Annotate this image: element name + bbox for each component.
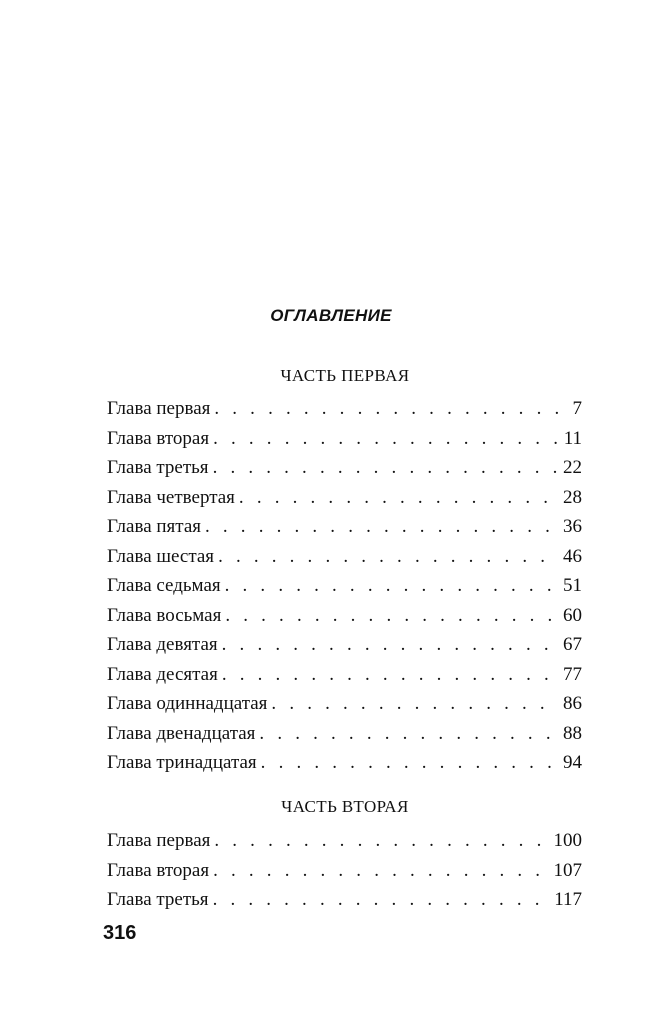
entry-page: 51 bbox=[563, 575, 582, 596]
entry-title: Глава четвертая bbox=[107, 486, 235, 508]
dot-leader bbox=[222, 630, 559, 660]
dot-leader bbox=[213, 885, 551, 915]
dot-leader bbox=[213, 453, 559, 483]
toc-entry bbox=[107, 424, 582, 454]
dot-leader bbox=[259, 719, 559, 749]
part-one-heading: ЧАСТЬ ПЕРВАЯ bbox=[280, 366, 410, 385]
entry-title: Глава вторая bbox=[107, 427, 210, 449]
entry-title: Глава двенадцатая bbox=[107, 722, 256, 744]
toc-entry bbox=[107, 689, 582, 719]
entry-page: 88 bbox=[563, 722, 582, 744]
toc-entry bbox=[107, 748, 582, 778]
entry-title: Глава шестая bbox=[107, 545, 215, 567]
entry-page: 11 bbox=[563, 427, 582, 449]
entry-page: 94 bbox=[563, 752, 582, 773]
toc-title: ОГЛАВЛЕНИЕ bbox=[270, 306, 392, 325]
entry-page: 7 bbox=[572, 398, 582, 419]
entry-page: 107 bbox=[553, 859, 582, 881]
toc-entry bbox=[107, 453, 582, 483]
toc-entry bbox=[107, 601, 582, 631]
entry-title: Глава первая bbox=[107, 398, 211, 419]
dot-leader bbox=[239, 483, 559, 513]
toc-entry bbox=[107, 660, 582, 690]
entry-title: Глава пятая bbox=[107, 516, 201, 537]
entry-title: Глава вторая bbox=[107, 859, 210, 881]
dot-leader bbox=[261, 748, 559, 778]
toc-entry bbox=[107, 885, 582, 915]
dot-leader bbox=[271, 689, 559, 719]
entry-page: 67 bbox=[563, 634, 582, 655]
part-one-entries bbox=[107, 394, 582, 778]
dot-leader bbox=[214, 826, 549, 856]
entry-title: Глава третья bbox=[107, 457, 209, 478]
dot-leader bbox=[205, 512, 559, 542]
entry-page: 36 bbox=[563, 516, 582, 537]
entry-title: Глава первая bbox=[107, 830, 211, 851]
entry-title: Глава десятая bbox=[107, 663, 218, 685]
entry-title: Глава седьмая bbox=[107, 575, 221, 596]
toc-entry bbox=[107, 512, 582, 542]
toc-entry bbox=[107, 394, 582, 424]
toc-entry bbox=[107, 630, 582, 660]
toc-entry bbox=[107, 542, 582, 572]
toc-entry bbox=[107, 856, 582, 886]
dot-leader bbox=[222, 660, 559, 690]
dot-leader bbox=[225, 571, 559, 601]
dot-leader bbox=[214, 394, 568, 424]
entry-page: 77 bbox=[563, 663, 582, 685]
dot-leader bbox=[213, 856, 549, 886]
part-two-entries bbox=[107, 826, 582, 915]
entry-page: 22 bbox=[563, 457, 582, 478]
entry-page: 117 bbox=[554, 889, 582, 910]
entry-page: 46 bbox=[563, 545, 582, 567]
dot-leader bbox=[218, 542, 559, 572]
entry-title: Глава тринадцатая bbox=[107, 752, 257, 773]
part-two-heading: ЧАСТЬ ВТОРАЯ bbox=[281, 797, 409, 816]
entry-page: 60 bbox=[563, 604, 582, 626]
entry-page: 86 bbox=[563, 693, 582, 714]
dot-leader bbox=[225, 601, 559, 631]
entry-page: 100 bbox=[553, 830, 582, 851]
entry-title: Глава восьмая bbox=[107, 604, 222, 626]
entry-title: Глава третья bbox=[107, 889, 209, 910]
entry-title: Глава одиннадцатая bbox=[107, 693, 268, 714]
page-number: 316 bbox=[103, 922, 137, 944]
toc-entry bbox=[107, 719, 582, 749]
toc-entry bbox=[107, 826, 582, 856]
dot-leader bbox=[213, 424, 560, 454]
toc-entry bbox=[107, 483, 582, 513]
toc-entry bbox=[107, 571, 582, 601]
entry-page: 28 bbox=[563, 486, 582, 508]
entry-title: Глава девятая bbox=[107, 634, 218, 655]
